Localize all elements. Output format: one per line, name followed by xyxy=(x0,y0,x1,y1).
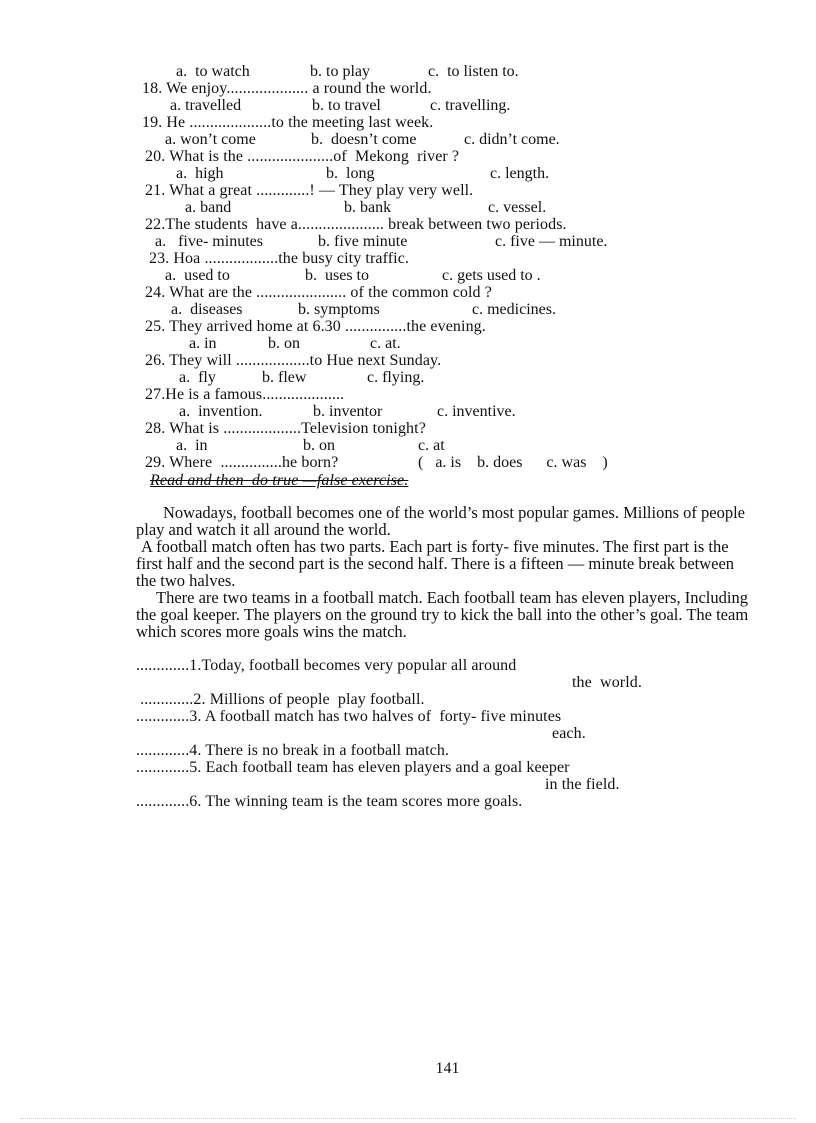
q22-stem: 22.The students have a..................... break between two periods. xyxy=(145,216,567,233)
page-number: 141 xyxy=(435,1060,460,1077)
q18-option-b: b. to travel xyxy=(312,97,381,114)
q29-stem: 29. Where ...............he born? xyxy=(145,454,339,471)
q19-option-b: b. doesn’t come xyxy=(311,131,417,148)
q23-option-c: c. gets used to . xyxy=(442,267,541,284)
q23-option-b: b. uses to xyxy=(305,267,369,284)
q27-option-b: b. inventor xyxy=(313,403,383,420)
q24-option-c: c. medicines. xyxy=(472,301,556,318)
statement-3-continued: each. xyxy=(552,725,586,742)
q17-option-c: c. to listen to. xyxy=(428,63,519,80)
q18-stem: 18. We enjoy.................... a round the world. xyxy=(142,80,432,97)
statement-1: .............1.Today, football becomes very popular all around xyxy=(136,657,517,674)
reading-paragraph-1: Nowadays, football becomes one of the world’s most popular games. Millions of people play and watch it all around the world. xyxy=(136,503,745,539)
q27-stem: 27.He is a famous.................... xyxy=(145,386,345,403)
page-bottom-divider xyxy=(20,1118,796,1119)
reading-paragraph-3: There are two teams in a football match. Each football team has eleven players, Including the goal keeper. The players on the ground try to kick the ball into the other’s goal. The team which scores more goals wins the match. xyxy=(136,588,749,641)
statement-3: .............3. A football match has two halves of forty- five minutes xyxy=(136,708,562,725)
q22-option-a: a. five- minutes xyxy=(155,233,263,250)
q26-stem: 26. They will ..................to Hue next Sunday. xyxy=(145,352,442,369)
q20-option-a: a. high xyxy=(176,165,224,182)
q20-option-c: c. length. xyxy=(490,165,550,182)
q25-option-a: a. in xyxy=(189,335,217,352)
q22-option-b: b. five minute xyxy=(318,233,408,250)
q21-stem: 21. What a great .............! — They play very well. xyxy=(145,182,474,199)
q19-option-a: a. won’t come xyxy=(165,131,256,148)
q21-option-b: b. bank xyxy=(344,199,392,216)
statement-5: .............5. Each football team has eleven players and a goal keeper xyxy=(136,759,570,776)
q27-option-a: a. invention. xyxy=(179,403,263,420)
q18-option-a: a. travelled xyxy=(170,97,242,114)
q17-option-b: b. to play xyxy=(310,63,370,80)
q28-option-b: b. on xyxy=(303,437,335,454)
q23-option-a: a. used to xyxy=(165,267,230,284)
q28-option-c: c. at xyxy=(418,437,445,454)
statement-5-continued: in the field. xyxy=(545,776,620,793)
q26-option-b: b. flew xyxy=(262,369,307,386)
q18-option-c: c. travelling. xyxy=(430,97,511,114)
q20-stem: 20. What is the .....................of Mekong river ? xyxy=(145,148,460,165)
statement-1-continued: the world. xyxy=(572,674,642,691)
q21-option-c: c. vessel. xyxy=(488,199,547,216)
q24-option-a: a. diseases xyxy=(171,301,243,318)
statement-6: .............6. The winning team is the team scores more goals. xyxy=(136,793,523,810)
q26-option-a: a. fly xyxy=(179,369,216,386)
q19-stem: 19. He ....................to the meeting last week. xyxy=(142,114,434,131)
q19-option-c: c. didn’t come. xyxy=(464,131,560,148)
q22-option-c: c. five — minute. xyxy=(495,233,608,250)
q25-option-b: b. on xyxy=(268,335,300,352)
q26-option-c: c. flying. xyxy=(367,369,425,386)
q29-options: ( a. is b. does c. was ) xyxy=(418,454,608,471)
q28-option-a: a. in xyxy=(176,437,208,454)
q17-option-a: a. to watch xyxy=(176,63,250,80)
q21-option-a: a. band xyxy=(185,199,232,216)
q25-stem: 25. They arrived home at 6.30 ...............the evening. xyxy=(145,318,486,335)
statement-4: .............4. There is no break in a football match. xyxy=(136,742,450,759)
q28-stem: 28. What is ...................Television tonight? xyxy=(145,420,426,437)
statement-2: .............2. Millions of people play football. xyxy=(136,691,425,708)
q20-option-b: b. long xyxy=(326,165,375,182)
q24-option-b: b. symptoms xyxy=(298,301,380,318)
q24-stem: 24. What are the ...................... of the common cold ? xyxy=(145,284,492,301)
q23-stem: 23. Hoa ..................the busy city traffic. xyxy=(149,250,410,267)
q25-option-c: c. at. xyxy=(370,335,401,352)
reading-heading: Read and then do true —false exercise. xyxy=(150,472,409,489)
reading-paragraph-2: A football match often has two parts. Each part is forty- five minutes. The first part is the first half and the second part is the second half. There is a fifteen — minute break between the two halves. xyxy=(136,537,735,590)
q27-option-c: c. inventive. xyxy=(437,403,516,420)
